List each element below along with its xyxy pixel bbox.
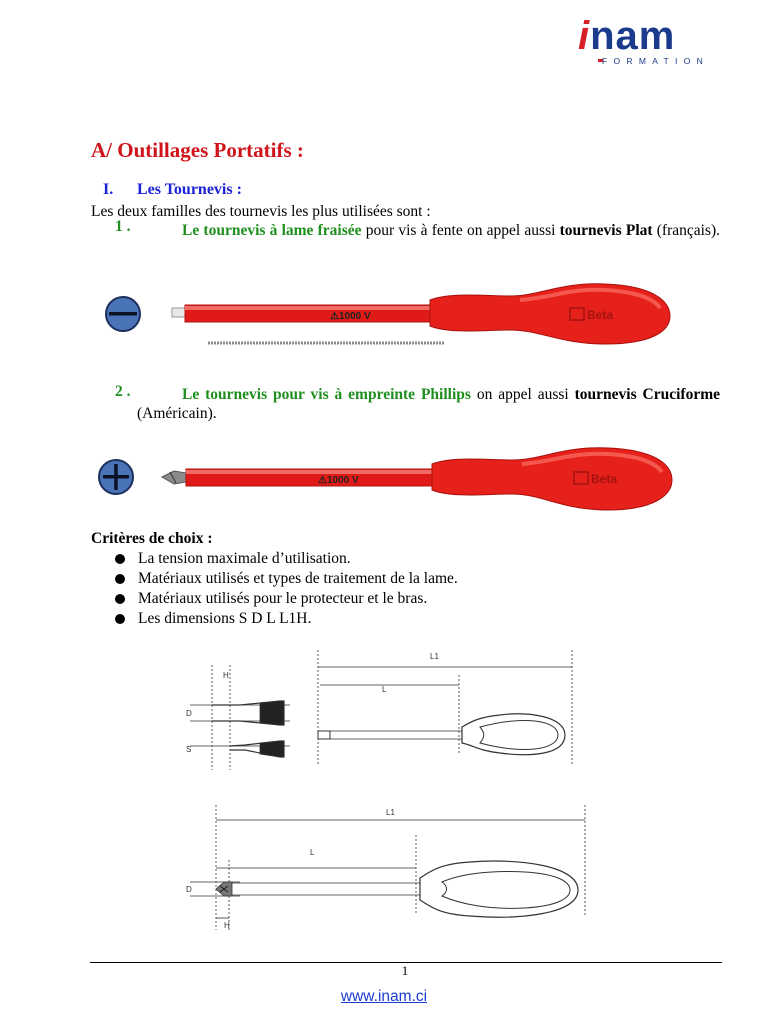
item-1-text-end: (français). — [652, 222, 721, 239]
bullet-icon — [115, 554, 125, 564]
dim-label-h-2: H — [224, 921, 230, 930]
page-title: A/ Outillages Portatifs : — [91, 138, 304, 162]
item-1-highlight: Le tournevis à lame fraisée — [182, 222, 362, 239]
dim-label-d-2: D — [186, 885, 192, 894]
item-2-bold-term: tournevis Cruciforme — [574, 386, 720, 403]
section-number: I. — [103, 181, 114, 198]
section-heading — [103, 181, 242, 199]
phillips-screwdriver-illustration — [96, 442, 676, 514]
item-text-1 — [137, 221, 720, 240]
criteria-title: Critères de choix : — [91, 530, 213, 547]
dim-label-l1-2: L1 — [386, 808, 395, 817]
item-1-bold-term: tournevis Plat — [559, 222, 653, 239]
item-number-2: 2 . — [115, 383, 131, 400]
item-2-text-end: (Américain). — [137, 405, 217, 422]
inam-logo — [578, 14, 723, 70]
dim-label-l-2: L — [310, 848, 315, 857]
flat-voltage-label: ⚠1000 V — [330, 311, 371, 322]
dim-label-s: S — [186, 745, 192, 754]
item-number-1: 1 . — [115, 218, 131, 235]
phillips-voltage-label: ⚠1000 V — [318, 475, 359, 486]
bullet-icon — [115, 574, 125, 584]
list-item: Matériaux utilisés pour le protecteur et le bras. — [115, 589, 458, 609]
list-item: Les dimensions S D L L1H. — [115, 609, 458, 629]
intro-text: Les deux familles des tournevis les plus utilisées sont : — [91, 203, 431, 220]
flat-brand-label: Beta — [587, 308, 614, 322]
criteria-list — [115, 549, 458, 629]
dim-label-d: D — [186, 709, 192, 718]
flat-dimension-diagram — [180, 645, 580, 775]
bullet-icon — [115, 614, 125, 624]
item-2-text-mid: on appel aussi — [470, 386, 575, 403]
dim-label-h: H — [223, 671, 229, 680]
item-text-2 — [137, 385, 720, 423]
bullet-icon — [115, 594, 125, 604]
phillips-brand-label: Beta — [591, 472, 618, 486]
logo-letter-i: i — [578, 14, 591, 58]
item-1-text-mid: pour vis à fente on appel aussi — [361, 222, 560, 239]
section-title: Les Tournevis : — [137, 181, 242, 198]
phillips-dimension-diagram — [180, 800, 600, 935]
dim-label-l1: L1 — [430, 652, 439, 661]
list-item: Matériaux utilisés et types de traitement de la lame. — [115, 569, 458, 589]
logo-tagline: FORMATION — [602, 56, 710, 66]
logo-word: nam — [590, 14, 676, 58]
footer-link[interactable]: www.inam.ci — [340, 988, 428, 1005]
item-2-highlight: Le tournevis pour vis à empreinte Phillips — [182, 386, 471, 403]
list-item: La tension maximale d’utilisation. — [115, 549, 458, 569]
page-number: 1 — [401, 963, 409, 978]
dim-label-l: L — [382, 685, 387, 694]
flat-screwdriver-illustration — [100, 278, 675, 350]
